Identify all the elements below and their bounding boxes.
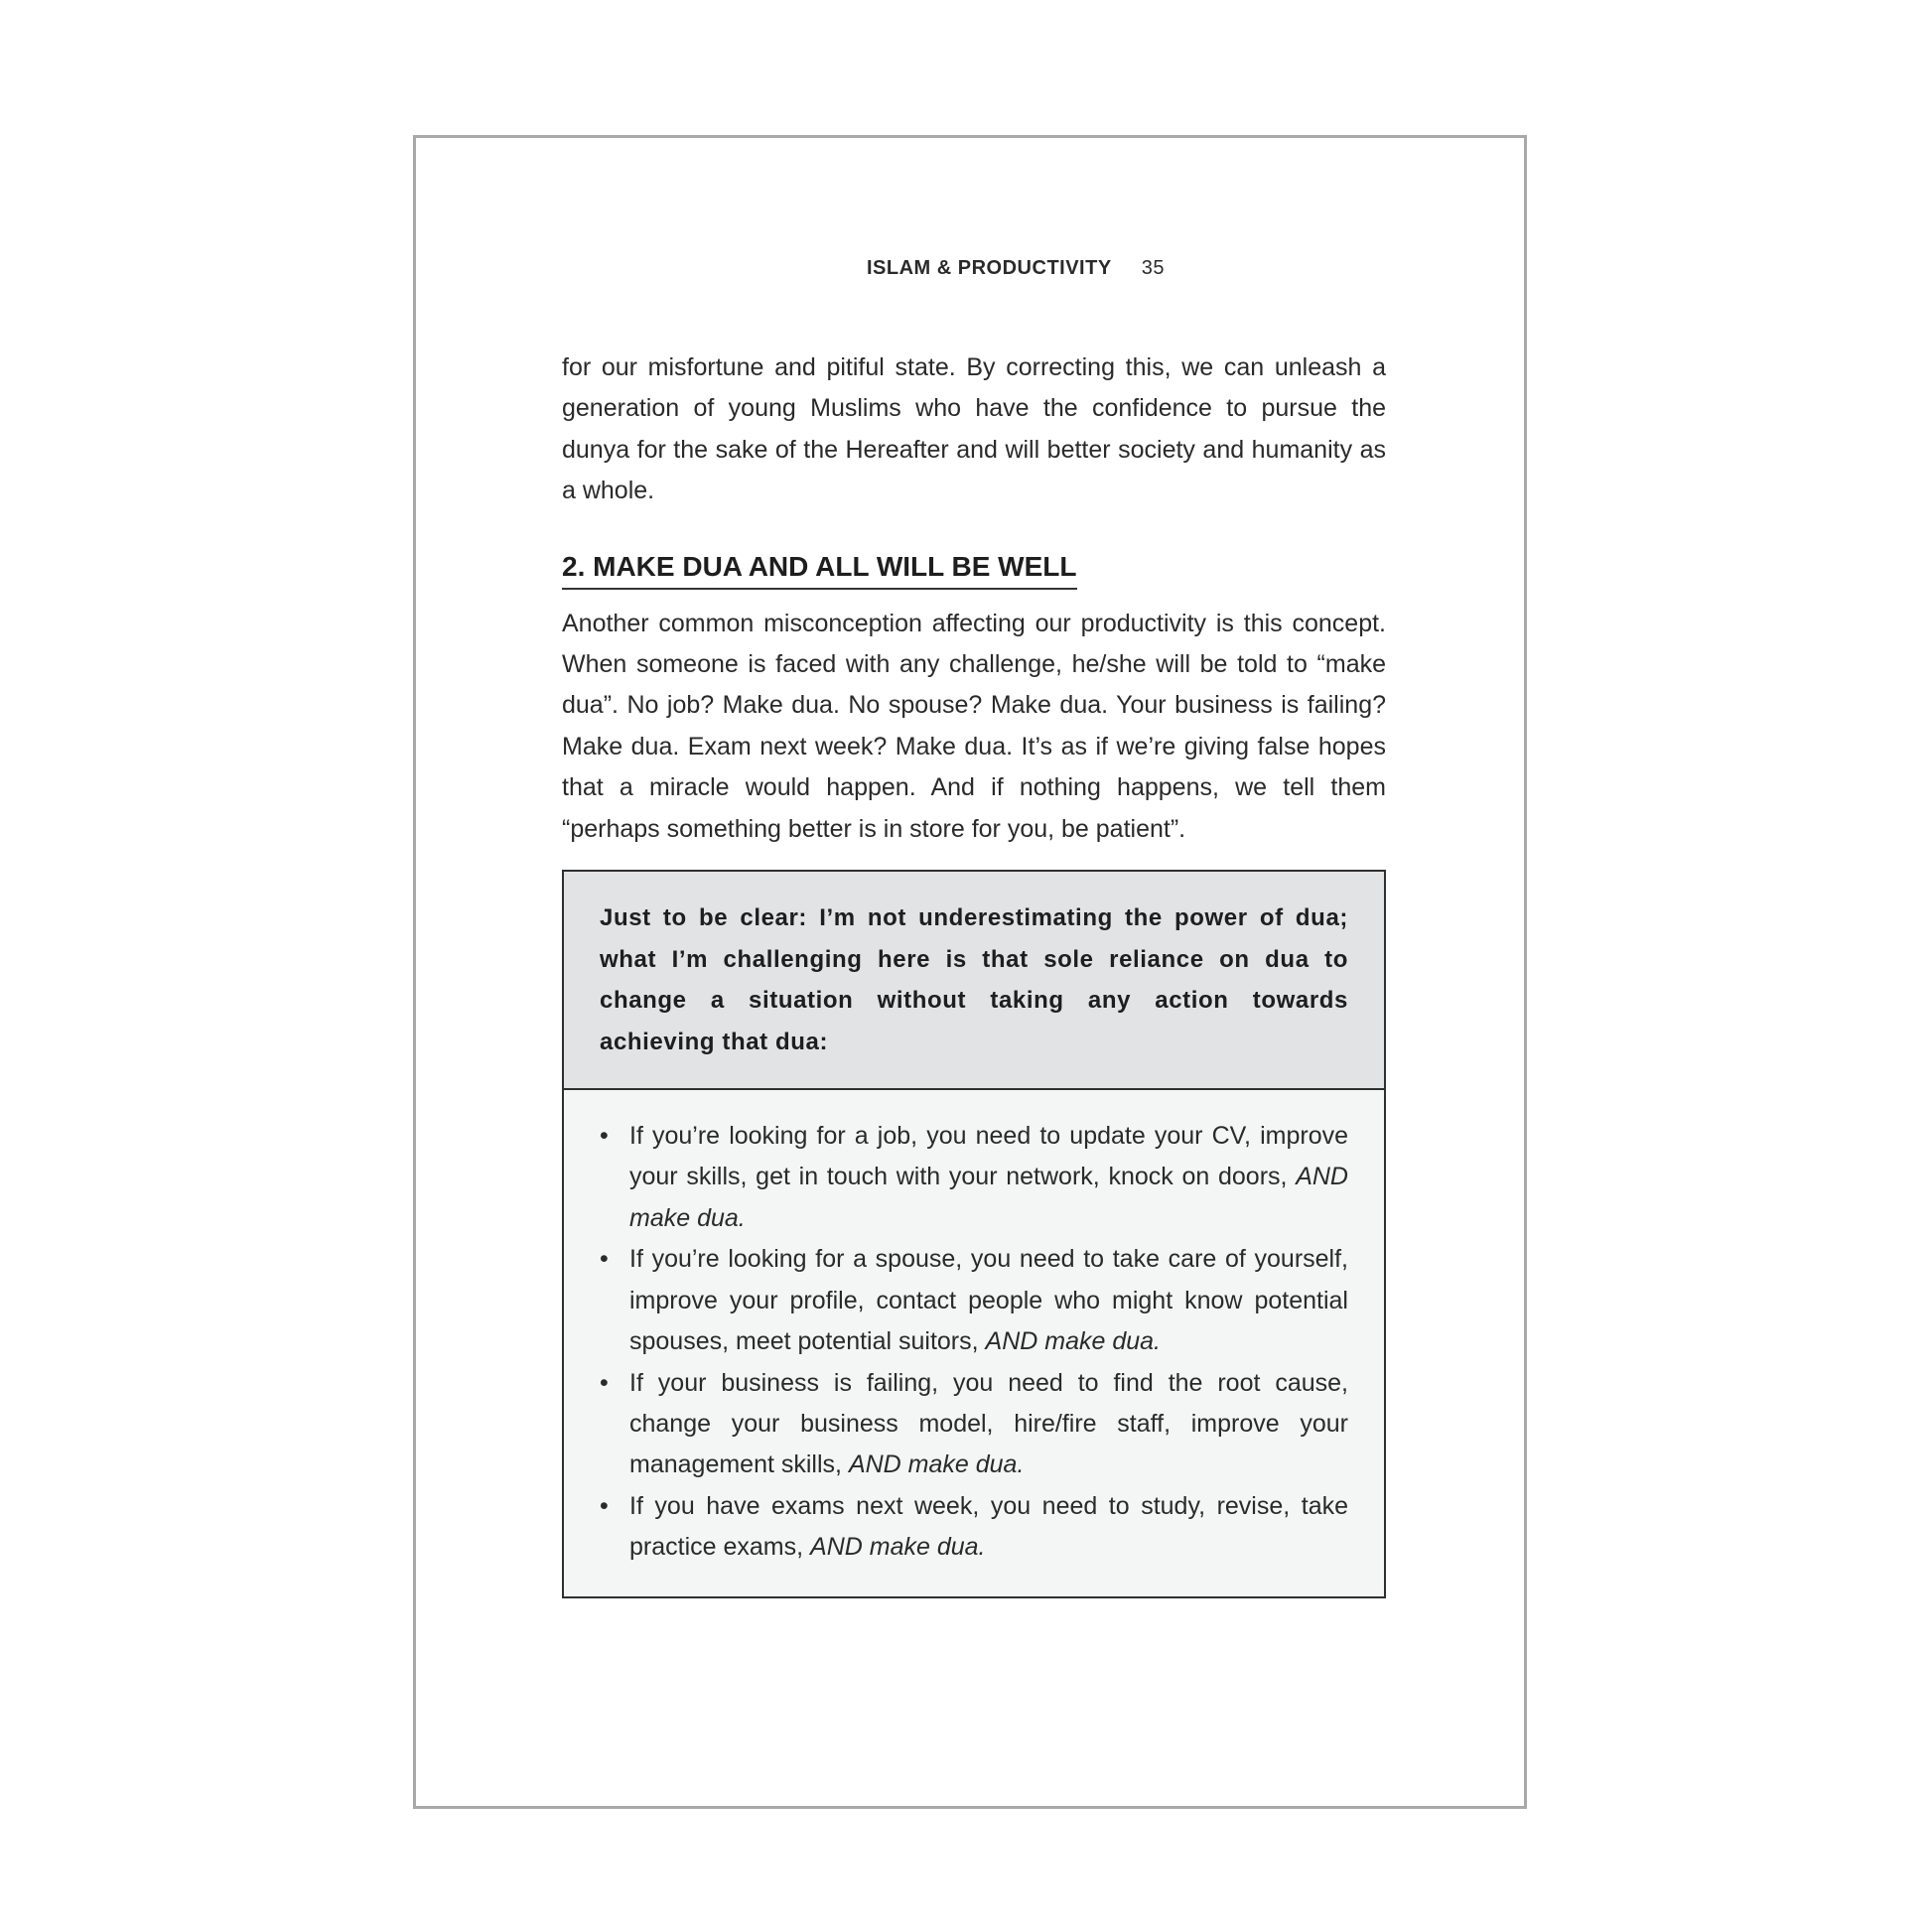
list-item	[600, 1239, 1348, 1362]
page-content	[562, 347, 1386, 1598]
list-item-body: If your business is failing, you need to find the root cause, change your business model, hire/fire staff, improve your management skills,	[629, 1368, 1348, 1479]
callout-box	[562, 870, 1386, 1597]
list-item-text	[629, 1363, 1348, 1486]
list-item	[600, 1486, 1348, 1569]
list-item-text	[629, 1486, 1348, 1569]
running-head-title: ISLAM & PRODUCTIVITY	[867, 257, 1112, 279]
intro-paragraph: for our misfortune and pitiful state. By correcting this, we can unleash a generation of young Muslims who have the confidence to pursue the dunya for the sake of the Hereafter and will better society and humanity as a whole.	[562, 353, 1386, 505]
list-item-body: If you’re looking for a job, you need to update your CV, improve your skills, get in touch with your network, knock on doors,	[629, 1122, 1348, 1191]
list-item-body: If you’re looking for a spouse, you need to take care of yourself, improve your profile, contact people who might know potential spouses, meet potential suitors,	[629, 1245, 1348, 1356]
bullet-icon: •	[600, 1368, 609, 1397]
section-heading: 2. MAKE DUA AND ALL WILL BE WELL	[562, 549, 1077, 590]
list-item-text	[629, 1239, 1348, 1362]
bullet-icon: •	[600, 1245, 609, 1274]
list-item-emphasis: AND make dua.	[810, 1533, 986, 1562]
callout-header: Just to be clear: I’m not underestimating the power of dua; what I’m challenging here is that sole reliance on dua to change a situation without taking any action towards achieving that dua:	[564, 872, 1384, 1090]
bullet-icon: •	[600, 1491, 609, 1520]
list-item-emphasis: AND make dua.	[985, 1327, 1161, 1356]
bullet-icon: •	[600, 1122, 609, 1151]
list-item-emphasis: AND make dua.	[629, 1163, 1348, 1232]
list-item-emphasis: AND make dua.	[848, 1450, 1025, 1479]
list-item	[600, 1116, 1348, 1239]
page-number: 35	[1141, 257, 1165, 279]
list-item-text	[629, 1116, 1348, 1239]
list-item-body: If you have exams next week, you need to study, revise, take practice exams,	[629, 1491, 1348, 1562]
running-head	[0, 257, 1932, 280]
section-heading-wrap	[562, 549, 1386, 590]
callout-list	[564, 1090, 1384, 1595]
section-paragraph: Another common misconception affecting our productivity is this concept. When someone is faced with any challenge, he/she will be told to “make dua”. No job? Make dua. No spouse? Make dua. Your business is failing? Make dua. Exam next week? Make dua. It’s as if we’re giving false hopes that a miracle would happen. And if nothing happens, we tell them “perhaps something better is in store for you, be patient”.	[562, 609, 1386, 843]
list-item	[600, 1363, 1348, 1486]
